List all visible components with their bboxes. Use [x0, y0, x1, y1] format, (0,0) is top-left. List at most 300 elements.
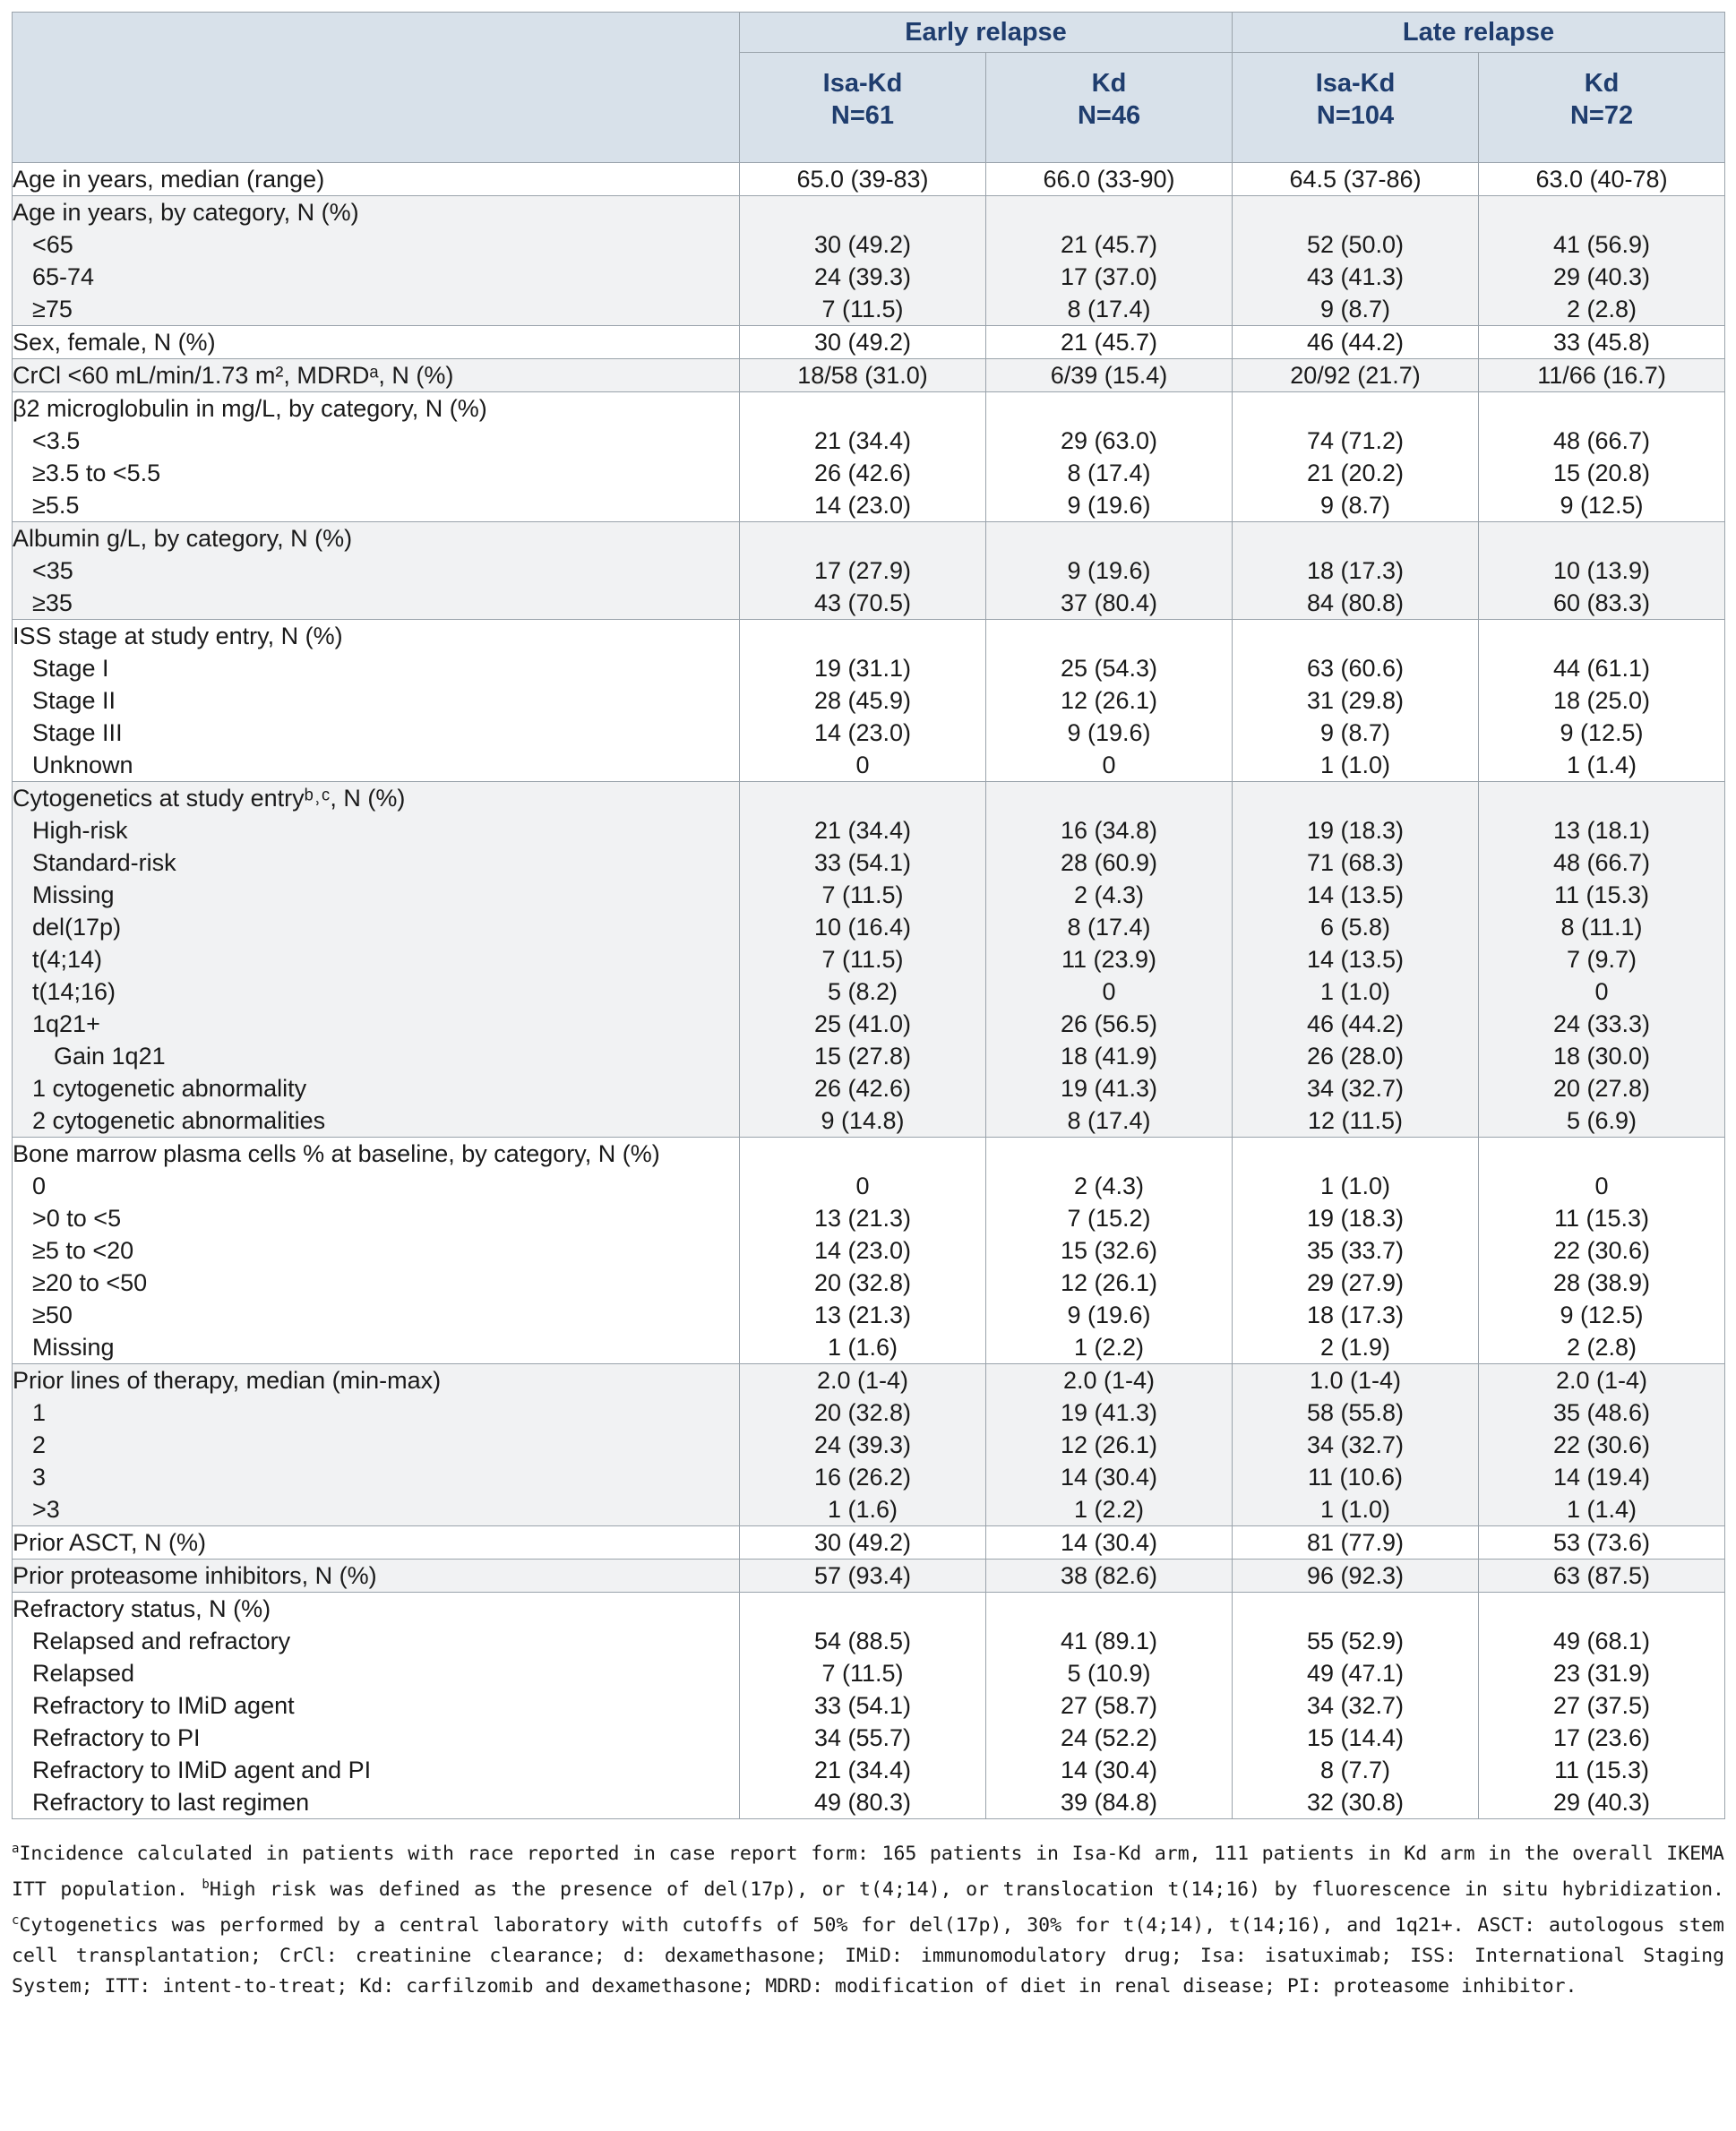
row-title: β2 microglobulin in mg/L, by category, N (%) — [13, 395, 487, 422]
row-value: 64.5 (37-86) — [1289, 166, 1422, 193]
value-cell — [1233, 1593, 1479, 1819]
row-item-value: 33 (54.1) — [813, 849, 912, 876]
value-cell — [986, 392, 1233, 522]
row-item-value: 14 (30.4) — [1060, 1757, 1158, 1783]
header-early-relapse: Early relapse — [740, 13, 1233, 53]
row-value — [986, 196, 1232, 228]
table-row — [13, 196, 1725, 326]
value-cell — [1479, 1593, 1725, 1819]
value-cell — [986, 1560, 1233, 1593]
row-item-value: 21 (20.2) — [1306, 460, 1405, 486]
row-value — [986, 1593, 1232, 1625]
row-item-value: 10 (13.9) — [1552, 557, 1651, 584]
row-item-label: <65 — [32, 231, 73, 258]
row-title: Age in years, by category, N (%) — [13, 199, 359, 226]
row-value — [740, 522, 985, 554]
row-value — [1233, 1138, 1478, 1170]
row-title: Prior proteasome inhibitors, N (%) — [13, 1562, 377, 1589]
row-item-label: <35 — [32, 557, 73, 584]
row-label-cell — [13, 522, 740, 620]
row-item-value: 18 (30.0) — [1552, 1043, 1651, 1070]
row-label-cell — [13, 196, 740, 326]
row-value: 53 (73.6) — [1552, 1529, 1651, 1556]
row-value — [740, 620, 985, 652]
row-item-value: 5 (8.2) — [827, 978, 898, 1005]
row-item-value: 74 (71.2) — [1306, 427, 1405, 454]
row-item-value: 22 (30.6) — [1552, 1431, 1651, 1458]
row-item-value: 9 (19.6) — [1067, 492, 1151, 519]
value-cell — [986, 1364, 1233, 1526]
row-item-value: 12 (26.1) — [1060, 1431, 1158, 1458]
row-value: 63 (87.5) — [1552, 1562, 1651, 1589]
value-cell — [1479, 522, 1725, 620]
row-item-value: 17 (27.9) — [813, 557, 912, 584]
value-cell — [1233, 1364, 1479, 1526]
value-cell — [1233, 1560, 1479, 1593]
row-item-value: 7 (11.5) — [821, 1660, 904, 1687]
arm-n: N=72 — [1569, 101, 1634, 130]
row-item-value: 29 (40.3) — [1552, 1789, 1651, 1816]
row-item-value: 8 (7.7) — [1319, 1757, 1391, 1783]
row-item-value: 46 (44.2) — [1306, 1010, 1405, 1037]
row-item-value: 21 (45.7) — [1060, 231, 1158, 258]
footnote-marker-c: c — [12, 1913, 20, 1929]
row-item-value: 9 (12.5) — [1560, 719, 1644, 746]
row-value — [1233, 782, 1478, 814]
row-item-value: 2 (4.3) — [1073, 881, 1145, 908]
value-cell — [740, 1560, 986, 1593]
row-item-label: Stage II — [32, 687, 116, 714]
row-item-value: 17 (37.0) — [1060, 263, 1158, 290]
row-title: Sex, female, N (%) — [13, 329, 216, 356]
value-cell — [740, 196, 986, 326]
row-value — [740, 1138, 985, 1170]
row-value — [986, 392, 1232, 425]
row-item-value: 43 (70.5) — [813, 589, 912, 616]
row-item-label: Missing — [32, 1334, 115, 1361]
table-row — [13, 326, 1725, 359]
row-item-label: t(4;14) — [32, 946, 103, 973]
value-cell — [1233, 1526, 1479, 1560]
row-item-value: 1 (2.2) — [1073, 1334, 1145, 1361]
row-item-value: 11 (15.3) — [1553, 1757, 1650, 1783]
row-item-label: ≥50 — [32, 1302, 73, 1328]
row-item-label: ≥20 to <50 — [32, 1269, 148, 1296]
row-item-value: 23 (31.9) — [1552, 1660, 1651, 1687]
header-arm-late-isakd — [1233, 53, 1479, 163]
row-item-value: 14 (13.5) — [1306, 881, 1405, 908]
value-cell — [740, 620, 986, 782]
footnote-b: High risk was defined as the presence of del(17p), or t(4;14), or translocation t(14;16) by fluorescence in situ hybridization. — [209, 1878, 1724, 1902]
row-item-value: 27 (58.7) — [1060, 1692, 1158, 1719]
value-cell — [1479, 359, 1725, 392]
row-title: Prior ASCT, N (%) — [13, 1529, 207, 1556]
row-item-value: 9 (19.6) — [1067, 1302, 1151, 1328]
row-item-value: 14 (13.5) — [1306, 946, 1405, 973]
value-cell — [1233, 522, 1479, 620]
table-row — [13, 359, 1725, 392]
value-cell — [1479, 1138, 1725, 1364]
row-item-value: 6 (5.8) — [1319, 914, 1391, 941]
row-item-label: Refractory to last regimen — [32, 1789, 310, 1816]
table-row — [13, 1593, 1725, 1819]
row-item-value: 1 (2.2) — [1073, 1496, 1145, 1523]
value-cell — [986, 163, 1233, 196]
row-item-value: 34 (55.7) — [813, 1724, 912, 1751]
row-item-value: 63 (60.6) — [1306, 655, 1405, 682]
row-item-value: 24 (33.3) — [1552, 1010, 1651, 1037]
row-value — [740, 782, 985, 814]
table-row — [13, 1560, 1725, 1593]
row-item-value: 15 (20.8) — [1552, 460, 1651, 486]
row-item-label: 1 — [32, 1399, 47, 1426]
row-item-value: 16 (26.2) — [813, 1464, 912, 1491]
table-row — [13, 1364, 1725, 1526]
row-value: 1.0 (1-4) — [1309, 1367, 1402, 1394]
value-cell — [1479, 392, 1725, 522]
row-item-label: Relapsed and refractory — [32, 1628, 291, 1654]
row-item-value: 9 (8.7) — [1319, 719, 1391, 746]
row-title: Cytogenetics at study entryᵇ˒ᶜ, N (%) — [13, 785, 406, 812]
row-item-value: 49 (80.3) — [813, 1789, 912, 1816]
value-cell — [986, 1593, 1233, 1819]
arm-name: Kd — [1091, 69, 1127, 98]
row-item-label: 2 — [32, 1431, 47, 1458]
row-value — [1479, 522, 1724, 554]
row-item-value: 34 (32.7) — [1306, 1075, 1405, 1102]
row-item-value: 24 (39.3) — [813, 263, 912, 290]
row-item-value: 28 (45.9) — [813, 687, 912, 714]
value-cell — [740, 1364, 986, 1526]
table-row — [13, 782, 1725, 1138]
value-cell — [1479, 326, 1725, 359]
row-value: 63.0 (40-78) — [1535, 166, 1668, 193]
row-label-cell — [13, 163, 740, 196]
value-cell — [740, 326, 986, 359]
row-item-value: 8 (11.1) — [1560, 914, 1643, 941]
row-item-value: 49 (68.1) — [1552, 1628, 1651, 1654]
row-item-value: 8 (17.4) — [1067, 460, 1151, 486]
row-item-value: 48 (66.7) — [1552, 427, 1651, 454]
row-item-value: 0 — [1594, 978, 1609, 1005]
row-item-value: 24 (39.3) — [813, 1431, 912, 1458]
row-value — [986, 522, 1232, 554]
row-item-value: 41 (56.9) — [1552, 231, 1651, 258]
table-row — [13, 620, 1725, 782]
row-item-value: 21 (34.4) — [813, 1757, 912, 1783]
row-item-value: 7 (11.5) — [821, 296, 904, 322]
row-item-value: 12 (26.1) — [1060, 1269, 1158, 1296]
row-label-cell — [13, 359, 740, 392]
row-item-value: 20 (27.8) — [1552, 1075, 1651, 1102]
row-item-value: 13 (21.3) — [813, 1205, 912, 1232]
row-value: 6/39 (15.4) — [1050, 362, 1168, 389]
row-value — [986, 1138, 1232, 1170]
row-item-value: 7 (11.5) — [821, 881, 904, 908]
arm-name: Kd — [1584, 69, 1620, 98]
row-item-value: 71 (68.3) — [1306, 849, 1405, 876]
row-item-value: 0 — [1102, 978, 1116, 1005]
arm-n: N=61 — [830, 101, 895, 130]
row-item-value: 29 (27.9) — [1306, 1269, 1405, 1296]
row-item-value: 35 (33.7) — [1306, 1237, 1405, 1264]
row-item-value: 25 (41.0) — [813, 1010, 912, 1037]
value-cell — [986, 620, 1233, 782]
row-item-label: 65-74 — [32, 263, 95, 290]
row-item-value: 58 (55.8) — [1306, 1399, 1405, 1426]
row-item-value: 5 (6.9) — [1567, 1107, 1637, 1134]
row-item-value: 17 (23.6) — [1552, 1724, 1651, 1751]
row-item-value: 1 (1.6) — [827, 1334, 898, 1361]
row-item-value: 18 (25.0) — [1552, 687, 1651, 714]
row-item-label: ≥3.5 to <5.5 — [32, 460, 161, 486]
row-item-value: 18 (17.3) — [1306, 1302, 1405, 1328]
row-item-label: ≥35 — [32, 589, 73, 616]
row-value: 11/66 (16.7) — [1537, 362, 1666, 389]
row-item-value: 28 (38.9) — [1552, 1269, 1651, 1296]
row-item-label: Gain 1q21 — [54, 1043, 166, 1070]
row-value: 18/58 (31.0) — [797, 362, 928, 389]
row-item-value: 26 (42.6) — [813, 460, 912, 486]
row-item-value: 8 (17.4) — [1067, 1107, 1151, 1134]
row-label-cell — [13, 620, 740, 782]
row-item-value: 5 (10.9) — [1067, 1660, 1151, 1687]
row-value: 2.0 (1-4) — [816, 1367, 909, 1394]
baseline-characteristics-table — [12, 12, 1725, 1819]
table-row — [13, 1138, 1725, 1364]
row-item-value: 7 (15.2) — [1067, 1205, 1151, 1232]
value-cell — [986, 196, 1233, 326]
row-title: Age in years, median (range) — [13, 166, 325, 193]
value-cell — [1233, 163, 1479, 196]
value-cell — [1479, 1560, 1725, 1593]
row-item-label: del(17p) — [32, 914, 122, 941]
row-item-label: High-risk — [32, 817, 128, 844]
value-cell — [1233, 620, 1479, 782]
row-item-value: 1 (1.4) — [1567, 752, 1637, 778]
value-cell — [740, 392, 986, 522]
row-value — [1233, 620, 1478, 652]
value-cell — [986, 359, 1233, 392]
row-value: 2.0 (1-4) — [1556, 1367, 1648, 1394]
row-label-cell — [13, 326, 740, 359]
value-cell — [1479, 620, 1725, 782]
row-item-value: 33 (54.1) — [813, 1692, 912, 1719]
row-value: 66.0 (33-90) — [1043, 166, 1175, 193]
row-item-value: 1 (1.0) — [1319, 752, 1391, 778]
arm-name: Isa-Kd — [822, 69, 903, 98]
row-item-value: 9 (14.8) — [821, 1107, 905, 1134]
row-item-label: Unknown — [32, 752, 133, 778]
header-arm-early-isakd — [740, 53, 986, 163]
row-item-value: 9 (19.6) — [1067, 557, 1151, 584]
row-label-cell — [13, 1560, 740, 1593]
row-item-value: 13 (18.1) — [1552, 817, 1651, 844]
row-item-value: 30 (49.2) — [813, 231, 912, 258]
value-cell — [740, 522, 986, 620]
value-cell — [740, 1526, 986, 1560]
row-item-value: 2 (1.9) — [1319, 1334, 1391, 1361]
row-item-value: 84 (80.8) — [1306, 589, 1405, 616]
row-item-value: 29 (63.0) — [1060, 427, 1158, 454]
row-item-value: 14 (23.0) — [813, 492, 912, 519]
header-arm-late-kd — [1479, 53, 1725, 163]
row-label-cell — [13, 1526, 740, 1560]
row-value: 14 (30.4) — [1060, 1529, 1158, 1556]
value-cell — [740, 782, 986, 1138]
row-item-value: 21 (34.4) — [813, 817, 912, 844]
row-item-label: ≥5 to <20 — [32, 1237, 134, 1264]
row-item-value: 2 (2.8) — [1567, 1334, 1637, 1361]
row-item-value: 48 (66.7) — [1552, 849, 1651, 876]
row-item-label: 0 — [32, 1173, 47, 1199]
row-value — [1479, 782, 1724, 814]
row-item-value: 9 (8.7) — [1319, 492, 1391, 519]
row-label-cell — [13, 782, 740, 1138]
row-value — [986, 620, 1232, 652]
value-cell — [1479, 782, 1725, 1138]
row-item-value: 44 (61.1) — [1552, 655, 1651, 682]
row-item-value: 37 (80.4) — [1060, 589, 1158, 616]
value-cell — [1479, 1526, 1725, 1560]
row-item-value: 22 (30.6) — [1552, 1237, 1651, 1264]
row-value — [1479, 620, 1724, 652]
row-item-value: 19 (41.3) — [1060, 1399, 1158, 1426]
row-item-value: 11 (10.6) — [1307, 1464, 1404, 1491]
header-arm-early-kd — [986, 53, 1233, 163]
row-item-value: 0 — [855, 752, 870, 778]
row-item-value: 26 (56.5) — [1060, 1010, 1158, 1037]
value-cell — [986, 522, 1233, 620]
row-item-value: 19 (41.3) — [1060, 1075, 1158, 1102]
row-item-label: Standard-risk — [32, 849, 176, 876]
row-item-label: Refractory to IMiD agent and PI — [32, 1757, 372, 1783]
row-item-value: 8 (17.4) — [1067, 296, 1151, 322]
row-label-cell — [13, 1138, 740, 1364]
footnotes — [12, 1834, 1724, 2002]
row-item-value: 2 (2.8) — [1567, 296, 1637, 322]
row-item-value: 13 (21.3) — [813, 1302, 912, 1328]
footnote-marker-b: b — [202, 1878, 210, 1893]
row-title: Bone marrow plasma cells % at baseline, by category, N (%) — [13, 1140, 660, 1167]
table-row — [13, 522, 1725, 620]
row-item-value: 0 — [1594, 1173, 1609, 1199]
row-item-value: 15 (32.6) — [1060, 1237, 1158, 1264]
row-item-value: 1 (1.0) — [1319, 1496, 1391, 1523]
row-item-value: 31 (29.8) — [1306, 687, 1405, 714]
row-item-value: 55 (52.9) — [1306, 1628, 1405, 1654]
row-title: Albumin g/L, by category, N (%) — [13, 525, 353, 552]
row-value: 38 (82.6) — [1060, 1562, 1158, 1589]
value-cell — [1233, 359, 1479, 392]
row-item-value: 14 (23.0) — [813, 1237, 912, 1264]
value-cell — [1233, 1138, 1479, 1364]
value-cell — [1479, 163, 1725, 196]
row-item-label: >0 to <5 — [32, 1205, 122, 1232]
row-item-value: 26 (42.6) — [813, 1075, 912, 1102]
row-item-value: 12 (26.1) — [1060, 687, 1158, 714]
row-value: 30 (49.2) — [813, 1529, 912, 1556]
row-item-value: 14 (30.4) — [1060, 1464, 1158, 1491]
row-item-value: 20 (32.8) — [813, 1399, 912, 1426]
arm-n: N=104 — [1316, 101, 1395, 130]
value-cell — [1233, 326, 1479, 359]
table-body — [13, 163, 1725, 1819]
row-value — [1479, 392, 1724, 425]
row-item-value: 8 (17.4) — [1067, 914, 1151, 941]
row-item-value: 11 (15.3) — [1553, 1205, 1650, 1232]
row-item-label: Relapsed — [32, 1660, 135, 1687]
row-item-value: 2 (4.3) — [1073, 1173, 1145, 1199]
row-item-value: 60 (83.3) — [1552, 589, 1651, 616]
row-item-label: Missing — [32, 881, 115, 908]
row-item-value: 1 (1.0) — [1319, 978, 1391, 1005]
row-item-value: 12 (11.5) — [1307, 1107, 1404, 1134]
row-item-value: 21 (34.4) — [813, 427, 912, 454]
row-item-label: 2 cytogenetic abnormalities — [32, 1107, 326, 1134]
row-value — [1479, 196, 1724, 228]
row-item-value: 34 (32.7) — [1306, 1692, 1405, 1719]
row-item-value: 16 (34.8) — [1060, 817, 1158, 844]
row-value — [1233, 392, 1478, 425]
row-item-value: 18 (17.3) — [1306, 557, 1405, 584]
value-cell — [740, 163, 986, 196]
row-value — [1479, 1138, 1724, 1170]
row-item-label: ≥75 — [32, 296, 73, 322]
row-value — [1233, 522, 1478, 554]
row-item-value: 7 (11.5) — [821, 946, 904, 973]
row-item-value: 14 (23.0) — [813, 719, 912, 746]
row-item-label: 1q21+ — [32, 1010, 100, 1037]
row-item-value: 25 (54.3) — [1060, 655, 1158, 682]
row-item-value: 26 (28.0) — [1306, 1043, 1405, 1070]
arm-name: Isa-Kd — [1315, 69, 1396, 98]
row-value — [1479, 1593, 1724, 1625]
value-cell — [1233, 782, 1479, 1138]
row-title: Prior lines of therapy, median (min-max) — [13, 1367, 442, 1394]
row-item-value: 20 (32.8) — [813, 1269, 912, 1296]
row-item-value: 32 (30.8) — [1306, 1789, 1405, 1816]
row-value — [1233, 196, 1478, 228]
row-item-value: 19 (31.1) — [813, 655, 912, 682]
row-item-label: ≥5.5 — [32, 492, 80, 519]
row-item-value: 11 (15.3) — [1553, 881, 1650, 908]
row-item-value: 24 (52.2) — [1060, 1724, 1158, 1751]
row-item-value: 19 (18.3) — [1306, 1205, 1405, 1232]
row-label-cell — [13, 392, 740, 522]
row-item-value: 28 (60.9) — [1060, 849, 1158, 876]
row-item-value: 18 (41.9) — [1060, 1043, 1158, 1070]
row-item-value: 15 (27.8) — [813, 1043, 912, 1070]
row-item-value: 9 (12.5) — [1560, 492, 1644, 519]
row-item-value: 19 (18.3) — [1306, 817, 1405, 844]
row-item-label: >3 — [32, 1496, 60, 1523]
row-item-value: 39 (84.8) — [1060, 1789, 1158, 1816]
row-value — [986, 782, 1232, 814]
row-item-value: 9 (19.6) — [1067, 719, 1151, 746]
row-title: CrCl <60 mL/min/1.73 m², MDRDᵃ, N (%) — [13, 362, 454, 389]
row-item-label: t(14;16) — [32, 978, 116, 1005]
row-value — [740, 392, 985, 425]
value-cell — [1479, 1364, 1725, 1526]
document-page — [12, 12, 1724, 2002]
row-item-value: 1 (1.4) — [1567, 1496, 1637, 1523]
header-group-row — [13, 13, 1725, 53]
row-label-cell — [13, 1593, 740, 1819]
row-value: 20/92 (21.7) — [1290, 362, 1421, 389]
row-value: 33 (45.8) — [1552, 329, 1651, 356]
row-item-value: 43 (41.3) — [1306, 263, 1405, 290]
